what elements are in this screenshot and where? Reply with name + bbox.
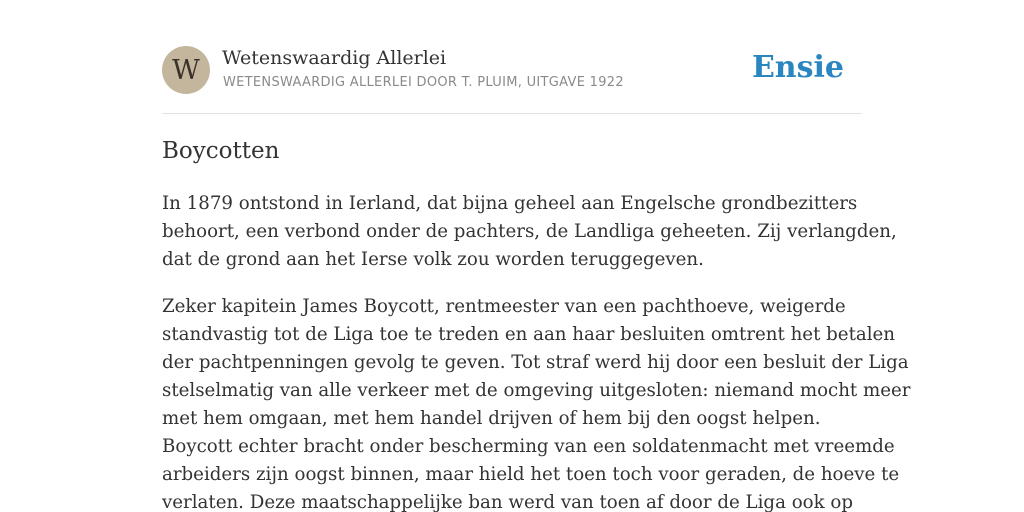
text-line: Boycott echter bracht onder bescherming van een soldatenmacht met vreemde [162,436,895,457]
text-line: behoort, een verbond onder de pachters, de Landliga geheeten. Zij verlangden, [162,221,897,242]
text-line: arbeiders zijn oogst binnen, maar hield het toen toch voor geraden, de hoeve te [162,464,900,485]
text-line: stelselmatig van alle verkeer met de omgeving uitgesloten: niemand mocht meer [162,380,911,401]
text-line: standvastig tot de Liga toe te treden en aan haar besluiten omtrent het betalen [162,324,896,345]
header-divider [162,113,862,114]
text-line: der pachtpenningen gevolg te geven. Tot straf werd hij door een besluit der Liga [162,352,909,373]
source-title[interactable]: Wetenswaardig Allerlei [222,47,447,69]
source-subtitle: WETENSWAARDIG ALLERLEI DOOR T. PLUIM, UITGAVE 1922 [223,75,624,90]
text-line: In 1879 ontstond in Ierland, dat bijna geheel aan Engelsche grondbezitters [162,193,858,214]
text-line: verlaten. Deze maatschappelijke ban werd van toen af door de Liga ook op [162,492,853,512]
text-line: Zeker kapitein James Boycott, rentmeester van een pachthoeve, weigerde [162,296,846,317]
article-title: Boycotten [162,138,280,164]
header [162,46,862,96]
paragraph [162,190,897,274]
text-line: met hem omgaan, met hem handel drijven of hem bij den oogst helpen. [162,408,821,429]
text-line: dat de grond aan het Ierse volk zou worden teruggegeven. [162,249,704,270]
article-body [162,190,911,512]
source-avatar[interactable]: W [162,46,210,94]
ensie-logo[interactable]: Ensie [751,50,844,85]
paragraph [162,293,911,512]
